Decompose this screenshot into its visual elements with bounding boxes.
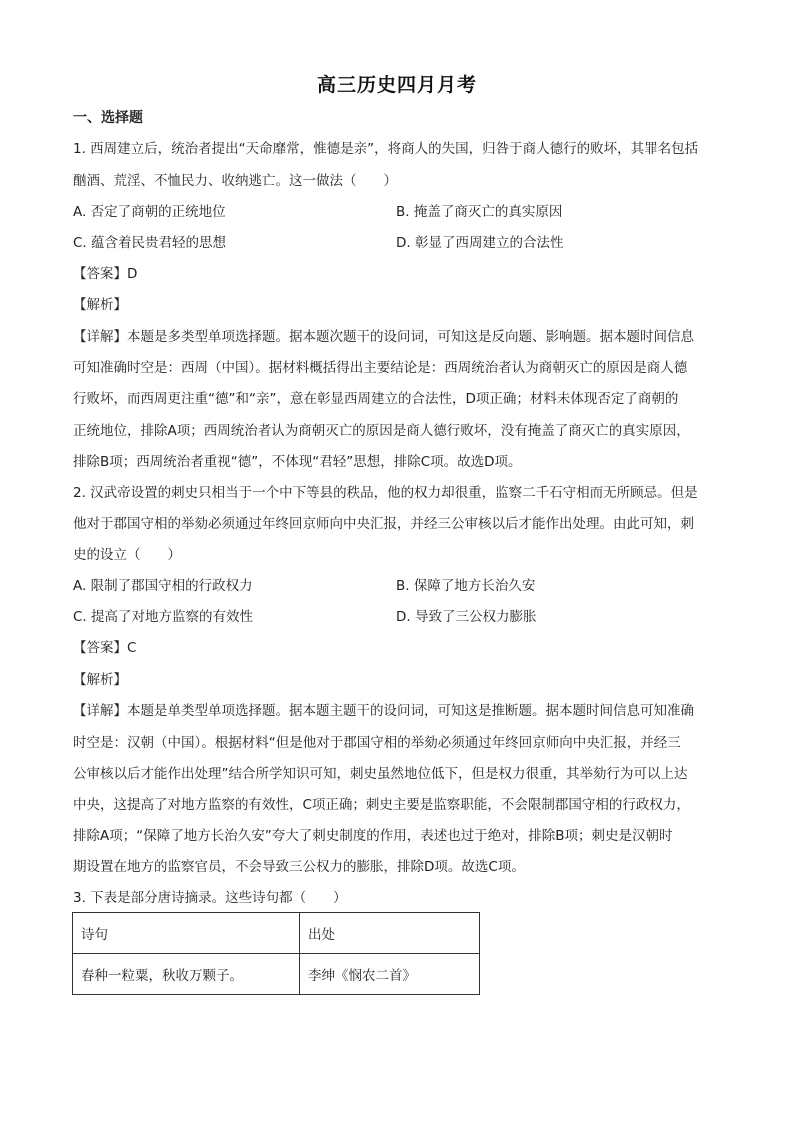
q2-stem-line1: 2. 汉武帝设置的刺史只相当于一个中下等县的秩品，他的权力却很重，监察二千石守相而无所顾忌。但是 bbox=[73, 485, 698, 501]
q1-option-b: B. 掩盖了商灭亡的真实原因 bbox=[396, 204, 563, 220]
q2-detail-line1: 【详解】本题是单类型单项选择题。据本题主题干的设问词，可知这是推断题。据本题时间信息可知准确 bbox=[73, 703, 694, 719]
q2-option-b: B. 保障了地方长治久安 bbox=[396, 578, 536, 594]
q2-option-c: C. 提高了对地方监察的有效性 bbox=[73, 609, 254, 625]
q2-option-d: D. 导致了三公权力膨胀 bbox=[396, 609, 537, 625]
q1-stem-line2: 酗酒、荒淫、不恤民力、收纳逃亡。这一做法（ ） bbox=[73, 173, 397, 189]
q3-stem-line1: 3. 下表是部分唐诗摘录。这些诗句都（ ） bbox=[73, 890, 347, 906]
q2-analysis-label: 【解析】 bbox=[73, 672, 127, 688]
q2-detail-line4: 中央，这提高了对地方监察的有效性，C项正确；刺史主要是监察职能，不会限制郡国守相的行政权力， bbox=[73, 797, 690, 813]
table-cell-poem: 春种一粒粟，秋收万颗子。 bbox=[73, 954, 300, 995]
q2-detail-line3: 公审核以后才能作出处理”结合所学知识可知，刺史虽然地位低下，但是权力很重，其举劾行为可以上达 bbox=[73, 766, 688, 782]
q2-answer: 【答案】C bbox=[73, 640, 137, 656]
table-header-cell: 出处 bbox=[300, 913, 480, 954]
q2-detail-line2: 时空是：汉朝（中国）。根据材料“但是他对于郡国守相的举劾必须通过年终回京师向中央汇报，并经三 bbox=[73, 735, 681, 751]
q1-detail-line5: 排除B项；西周统治者重视“德”，不体现“君轻”思想，排除C项。故选D项。 bbox=[73, 454, 522, 470]
table-header-row bbox=[73, 913, 480, 954]
q1-detail-line2: 可知准确时空是：西周（中国）。据材料概括得出主要结论是：西周统治者认为商朝灭亡的原因是商人德 bbox=[73, 360, 688, 376]
q1-analysis-label: 【解析】 bbox=[73, 297, 127, 313]
q1-option-a: A. 否定了商朝的正统地位 bbox=[73, 204, 226, 220]
q2-option-a: A. 限制了郡国守相的行政权力 bbox=[73, 578, 253, 594]
table-cell-source: 李绅《悯农二首》 bbox=[300, 954, 480, 995]
q2-detail-line6: 期设置在地方的监察官员，不会导致三公权力的膨胀，排除D项。故选C项。 bbox=[73, 859, 525, 875]
table-header-cell: 诗句 bbox=[73, 913, 300, 954]
q1-option-d: D. 彰显了西周建立的合法性 bbox=[396, 235, 564, 251]
q1-detail-line4: 正统地位，排除A项；西周统治者认为商朝灭亡的原因是商人德行败坏，没有掩盖了商灭亡的真实原因， bbox=[73, 423, 690, 439]
q1-answer: 【答案】D bbox=[73, 266, 138, 282]
q2-stem-line2: 他对于郡国守相的举劾必须通过年终回京师向中央汇报，并经三公审核以后才能作出处理。由此可知，刺 bbox=[73, 516, 694, 532]
q2-stem-line3: 史的设立（ ） bbox=[73, 547, 181, 563]
section-heading: 一、选择题 bbox=[73, 110, 143, 126]
exam-title: 高三历史四月月考 bbox=[316, 74, 477, 96]
q1-stem-line1: 1. 西周建立后，统治者提出“天命靡常，惟德是亲”，将商人的失国，归咎于商人德行的败坏，其罪名包括 bbox=[73, 141, 699, 157]
poem-table bbox=[72, 912, 480, 995]
q1-option-c: C. 蕴含着民贵君轻的思想 bbox=[73, 235, 227, 251]
table-row bbox=[73, 954, 480, 995]
q1-detail-line1: 【详解】本题是多类型单项选择题。据本题次题干的设问词，可知这是反向题、影响题。据本题时间信息 bbox=[73, 329, 694, 345]
q2-detail-line5: 排除A项；“保障了地方长治久安”夸大了刺史制度的作用，表述也过于绝对，排除B项；刺史是汉朝时 bbox=[73, 828, 673, 844]
q1-detail-line3: 行败坏，而西周更注重“德”和“亲”，意在彰显西周建立的合法性，D项正确；材料未体现否定了商朝的 bbox=[73, 391, 679, 407]
